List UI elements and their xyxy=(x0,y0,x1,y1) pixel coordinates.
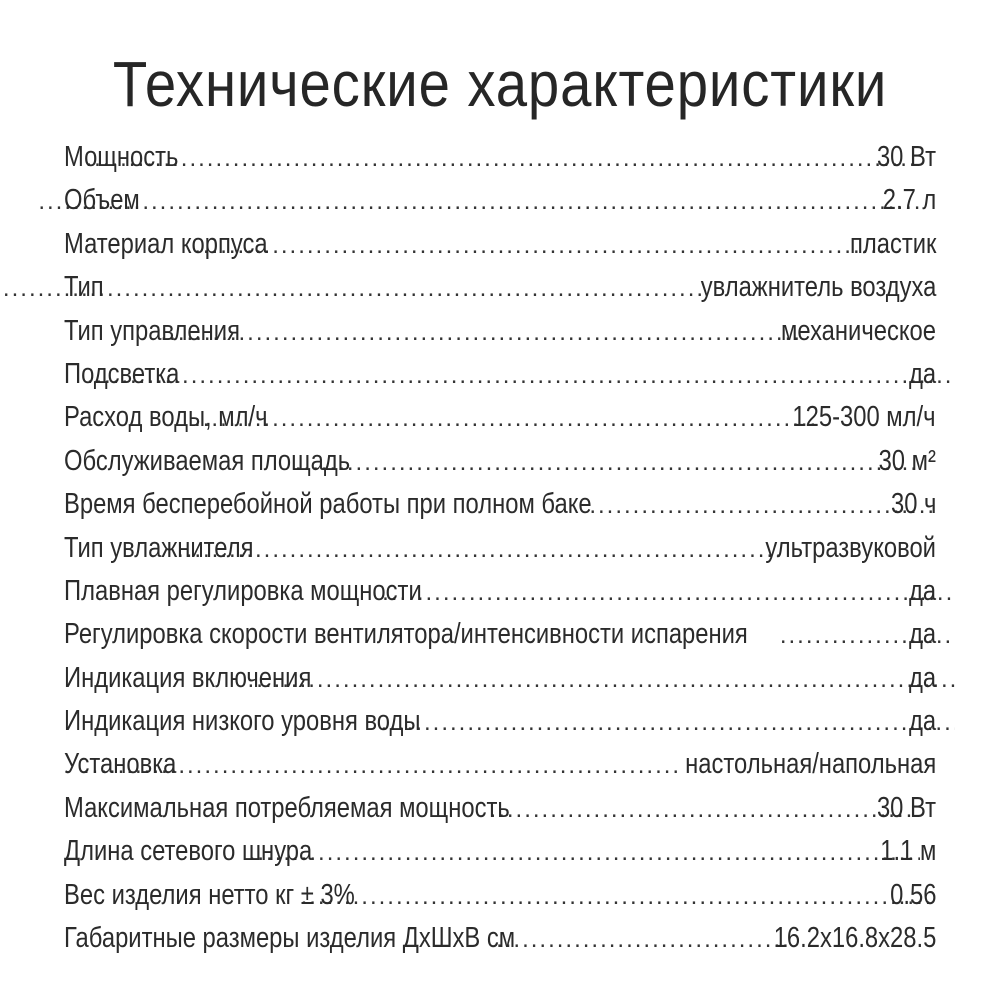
spec-value: да xyxy=(908,357,936,390)
spec-label: Максимальная потребляемая мощность xyxy=(64,791,510,824)
spec-row xyxy=(64,787,936,830)
spec-row xyxy=(64,527,936,570)
spec-label: Подсветка xyxy=(64,357,180,390)
dot-leader xyxy=(173,528,780,571)
spec-row xyxy=(64,743,936,786)
spec-row xyxy=(64,223,936,266)
dot-leader xyxy=(291,441,919,484)
spec-label: Материал корпуса xyxy=(64,227,268,260)
spec-value: 16.2x16.8x28.5 xyxy=(773,922,936,955)
dot-leader xyxy=(378,571,955,614)
dot-leader xyxy=(81,137,916,180)
dot-leader xyxy=(34,180,923,223)
spec-value: увлажнитель воздуха xyxy=(700,271,936,304)
spec-value: 30 Вт xyxy=(876,791,936,824)
spec-label: Длина сетевого шнура xyxy=(64,835,313,868)
spec-value: 2.7 л xyxy=(882,184,936,217)
spec-value: да xyxy=(908,661,936,694)
spec-label: Плавная регулировка мощности xyxy=(64,574,422,607)
page-title: Технические характеристики xyxy=(112,48,888,120)
dot-leader xyxy=(0,267,701,310)
spec-value: 30 м² xyxy=(878,444,936,477)
dot-leader xyxy=(377,701,956,744)
spec-value: ультразвуковой xyxy=(765,531,936,564)
spec-label: Тип xyxy=(64,271,104,304)
spec-row xyxy=(64,266,936,309)
spec-row xyxy=(64,353,936,396)
dot-leader xyxy=(244,658,956,701)
spec-value: пластик xyxy=(849,227,936,260)
spec-label: Индикация включения xyxy=(64,661,312,694)
spec-value: да xyxy=(908,574,936,607)
dot-leader xyxy=(585,484,933,527)
spec-list xyxy=(64,136,936,960)
spec-value: да xyxy=(908,618,936,651)
spec-row xyxy=(64,440,936,483)
spec-value: 30 ч xyxy=(890,488,936,521)
dot-leader xyxy=(157,311,800,354)
spec-row xyxy=(64,483,936,526)
spec-label: Вес изделия нетто кг ± 3% xyxy=(64,878,355,911)
spec-row xyxy=(64,613,936,656)
spec-label: Тип управления xyxy=(64,314,240,347)
dot-leader xyxy=(83,354,956,397)
spec-value: механическое xyxy=(781,314,936,347)
spec-value: 0.56 xyxy=(889,878,936,911)
spec-row xyxy=(64,310,936,353)
dot-leader xyxy=(486,788,917,831)
spec-value: 30 Вт xyxy=(876,141,936,173)
spec-label: Индикация низкого уровня воды xyxy=(64,705,421,738)
dot-leader xyxy=(297,875,932,918)
spec-label: Объем xyxy=(64,184,140,217)
spec-row xyxy=(64,874,936,917)
spec-row xyxy=(64,396,936,439)
spec-row xyxy=(64,917,936,960)
spec-row xyxy=(64,700,936,743)
dot-leader xyxy=(190,397,814,440)
spec-label: Тип увлажнителя xyxy=(64,531,254,564)
spec-label: Время бесперебойной работы при полном баке xyxy=(64,488,592,521)
spec-label: Мощность xyxy=(64,141,179,173)
spec-row xyxy=(64,657,936,700)
spec-label: Обслуживаемая площадь xyxy=(64,444,351,477)
spec-row xyxy=(64,136,936,179)
spec-value: 125-300 мл/ч xyxy=(792,401,936,434)
spec-label: Регулировка скорости вентилятора/интенсивности испарения xyxy=(64,618,748,651)
spec-value: настольная/напольная xyxy=(684,748,936,781)
spec-label: Габаритные размеры изделия ДхШхВ см xyxy=(64,922,516,955)
spec-row xyxy=(64,830,936,873)
dot-leader xyxy=(492,918,790,961)
spec-label: Установка xyxy=(64,748,177,781)
dot-leader xyxy=(245,831,920,874)
spec-value: 1.1 м xyxy=(879,835,936,868)
spec-row xyxy=(64,179,936,222)
spec-value: да xyxy=(908,705,936,738)
spec-row xyxy=(64,570,936,613)
dot-leader xyxy=(190,224,883,267)
spec-label: Расход воды, мл/ч xyxy=(64,401,268,434)
